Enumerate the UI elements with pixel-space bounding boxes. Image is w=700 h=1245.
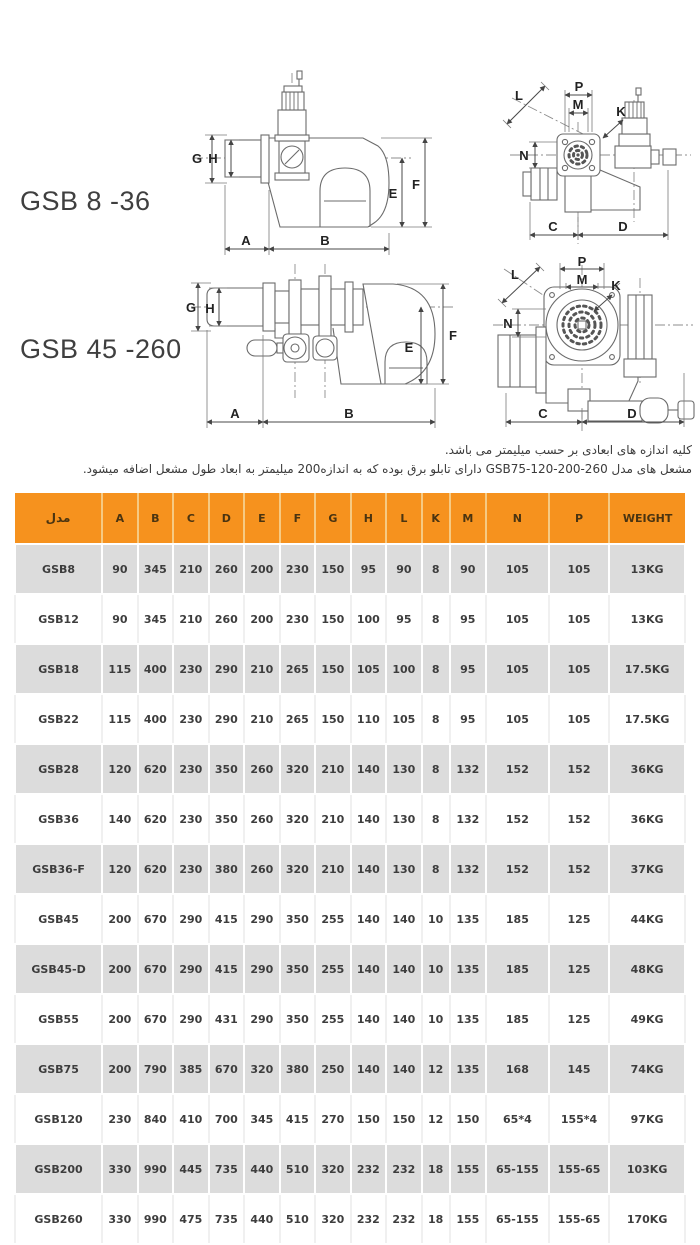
table-cell: 200 bbox=[244, 594, 280, 644]
table-cell: 230 bbox=[280, 544, 316, 594]
dim-label-f: F bbox=[449, 328, 457, 343]
table-cell: 135 bbox=[450, 944, 486, 994]
table-cell: 90 bbox=[102, 594, 138, 644]
table-cell: 320 bbox=[315, 1194, 351, 1244]
table-cell: 260 bbox=[244, 744, 280, 794]
table-cell: 290 bbox=[173, 894, 209, 944]
table-cell: 350 bbox=[280, 994, 316, 1044]
table-cell: 115 bbox=[102, 694, 138, 744]
table-cell: 18 bbox=[422, 1194, 450, 1244]
table-cell: 440 bbox=[244, 1144, 280, 1194]
table-cell: 36KG bbox=[609, 794, 685, 844]
table-cell: 320 bbox=[280, 744, 316, 794]
table-cell: 74KG bbox=[609, 1044, 685, 1094]
column-header: N bbox=[486, 493, 549, 544]
table-cell: 735 bbox=[209, 1144, 245, 1194]
table-cell: 350 bbox=[209, 744, 245, 794]
table-cell: 100 bbox=[386, 644, 422, 694]
table-cell: 140 bbox=[386, 944, 422, 994]
table-cell: 8 bbox=[422, 794, 450, 844]
table-cell: 620 bbox=[138, 794, 174, 844]
dim-label-l: L bbox=[511, 267, 519, 282]
table-cell: 345 bbox=[138, 544, 174, 594]
table-cell: 232 bbox=[386, 1194, 422, 1244]
table-cell: 95 bbox=[386, 594, 422, 644]
table-cell: 115 bbox=[102, 644, 138, 694]
table-cell: 152 bbox=[549, 744, 609, 794]
series-label-gsb45-260: GSB 45 -260 bbox=[20, 334, 182, 364]
table-cell: GSB36 bbox=[15, 794, 102, 844]
table-cell: 380 bbox=[280, 1044, 316, 1094]
column-header: WEIGHT bbox=[609, 493, 685, 544]
table-cell: 150 bbox=[450, 1094, 486, 1144]
table-cell: 17.5KG bbox=[609, 644, 685, 694]
table-cell: 320 bbox=[280, 844, 316, 894]
dim-label-g: G bbox=[185, 300, 197, 315]
table-cell: 345 bbox=[138, 594, 174, 644]
table-cell: 150 bbox=[315, 694, 351, 744]
table-cell: 95 bbox=[450, 644, 486, 694]
dim-label-d: D bbox=[627, 406, 637, 421]
dim-label-e: E bbox=[388, 186, 398, 201]
table-cell: 140 bbox=[386, 1044, 422, 1094]
table-cell: 105 bbox=[549, 644, 609, 694]
table-cell: 135 bbox=[450, 1044, 486, 1094]
table-cell: 150 bbox=[315, 594, 351, 644]
table-row bbox=[15, 644, 685, 694]
column-header: A bbox=[102, 493, 138, 544]
note-line-2: مشعل های مدل GSB75-120-200-260 دارای تابلو برق بوده که به اندازه200 میلیمتر به ابعاد طول مشعل اضافه میشود. bbox=[82, 462, 692, 476]
table-cell: 152 bbox=[486, 844, 549, 894]
table-cell: 255 bbox=[315, 894, 351, 944]
table-row bbox=[15, 594, 685, 644]
table-cell: 140 bbox=[102, 794, 138, 844]
dim-label-m: M bbox=[576, 272, 588, 287]
table-cell: 385 bbox=[173, 1044, 209, 1094]
table-cell: 8 bbox=[422, 844, 450, 894]
table-cell: 200 bbox=[102, 1044, 138, 1094]
table-row bbox=[15, 694, 685, 744]
diagram-gsb45-260-side-view bbox=[185, 258, 465, 436]
table-cell: 415 bbox=[209, 944, 245, 994]
dim-label-a: A bbox=[230, 406, 240, 421]
table-cell: 168 bbox=[486, 1044, 549, 1094]
table-cell: 140 bbox=[351, 1044, 387, 1094]
table-cell: 431 bbox=[209, 994, 245, 1044]
table-cell: 185 bbox=[486, 944, 549, 994]
table-cell: 150 bbox=[315, 644, 351, 694]
table-cell: 12 bbox=[422, 1044, 450, 1094]
table-cell: 95 bbox=[450, 594, 486, 644]
table-cell: 125 bbox=[549, 894, 609, 944]
column-header: B bbox=[138, 493, 174, 544]
column-header: E bbox=[244, 493, 280, 544]
table-cell: 140 bbox=[351, 794, 387, 844]
table-row bbox=[15, 944, 685, 994]
table-cell: GSB18 bbox=[15, 644, 102, 694]
dim-label-b: B bbox=[344, 406, 354, 421]
table-cell: 10 bbox=[422, 944, 450, 994]
table-cell: GSB120 bbox=[15, 1094, 102, 1144]
dim-label-n: N bbox=[503, 316, 513, 331]
table-cell: 155 bbox=[450, 1144, 486, 1194]
table-cell: 150 bbox=[351, 1094, 387, 1144]
table-cell: 140 bbox=[351, 744, 387, 794]
dim-label-g: G bbox=[191, 151, 203, 166]
table-cell: 152 bbox=[486, 794, 549, 844]
table-cell: 150 bbox=[315, 544, 351, 594]
table-cell: 65-155 bbox=[486, 1194, 549, 1244]
table-row bbox=[15, 1144, 685, 1194]
table-cell: GSB200 bbox=[15, 1144, 102, 1194]
table-cell: 330 bbox=[102, 1144, 138, 1194]
table-cell: 620 bbox=[138, 744, 174, 794]
table-cell: 140 bbox=[351, 894, 387, 944]
table-cell: 8 bbox=[422, 744, 450, 794]
table-cell: 65-155 bbox=[486, 1144, 549, 1194]
diagram-gsb45-260-front-view bbox=[488, 253, 700, 438]
table-cell: GSB28 bbox=[15, 744, 102, 794]
table-cell: 110 bbox=[351, 694, 387, 744]
table-cell: 250 bbox=[315, 1044, 351, 1094]
table-cell: 380 bbox=[209, 844, 245, 894]
table-cell: 90 bbox=[450, 544, 486, 594]
table-row bbox=[15, 1044, 685, 1094]
table-cell: 105 bbox=[549, 694, 609, 744]
table-cell: 49KG bbox=[609, 994, 685, 1044]
table-cell: 475 bbox=[173, 1194, 209, 1244]
table-cell: 790 bbox=[138, 1044, 174, 1094]
table-cell: 840 bbox=[138, 1094, 174, 1144]
table-cell: 290 bbox=[244, 944, 280, 994]
table-cell: 145 bbox=[549, 1044, 609, 1094]
dim-label-h: H bbox=[205, 301, 215, 316]
table-cell: GSB45 bbox=[15, 894, 102, 944]
column-header: D bbox=[209, 493, 245, 544]
table-cell: 700 bbox=[209, 1094, 245, 1144]
table-cell: 105 bbox=[386, 694, 422, 744]
table-cell: 410 bbox=[173, 1094, 209, 1144]
table-cell: 230 bbox=[102, 1094, 138, 1144]
table-cell: 620 bbox=[138, 844, 174, 894]
table-cell: 290 bbox=[244, 994, 280, 1044]
table-cell: 210 bbox=[244, 644, 280, 694]
dim-label-p: P bbox=[577, 254, 587, 269]
table-row bbox=[15, 1194, 685, 1244]
dim-label-l: L bbox=[515, 88, 523, 103]
table-cell: 95 bbox=[351, 544, 387, 594]
table-cell: 100 bbox=[351, 594, 387, 644]
table-row bbox=[15, 894, 685, 944]
table-cell: 36KG bbox=[609, 744, 685, 794]
dimension-notes bbox=[14, 441, 692, 479]
table-cell: 130 bbox=[386, 844, 422, 894]
column-header: F bbox=[280, 493, 316, 544]
table-cell: 290 bbox=[173, 994, 209, 1044]
table-cell: 230 bbox=[173, 644, 209, 694]
table-cell: 210 bbox=[315, 744, 351, 794]
diagram-gsb8-36-side-view bbox=[185, 65, 465, 260]
table-cell: 232 bbox=[351, 1194, 387, 1244]
table-cell: 510 bbox=[280, 1194, 316, 1244]
table-cell: 105 bbox=[486, 644, 549, 694]
table-cell: 260 bbox=[209, 594, 245, 644]
table-row bbox=[15, 1094, 685, 1144]
table-cell: GSB75 bbox=[15, 1044, 102, 1094]
column-header: C bbox=[173, 493, 209, 544]
table-cell: 440 bbox=[244, 1194, 280, 1244]
table-cell: 320 bbox=[280, 794, 316, 844]
dim-label-k: K bbox=[616, 104, 626, 119]
table-cell: 152 bbox=[486, 744, 549, 794]
table-cell: 255 bbox=[315, 944, 351, 994]
dim-label-c: C bbox=[548, 219, 558, 234]
table-row bbox=[15, 544, 685, 594]
table-row bbox=[15, 844, 685, 894]
table-cell: 670 bbox=[209, 1044, 245, 1094]
table-cell: 132 bbox=[450, 744, 486, 794]
table-cell: 105 bbox=[486, 544, 549, 594]
table-cell: 155*4 bbox=[549, 1094, 609, 1144]
table-cell: 990 bbox=[138, 1194, 174, 1244]
table-cell: 152 bbox=[549, 794, 609, 844]
table-cell: 90 bbox=[102, 544, 138, 594]
table-cell: 445 bbox=[173, 1144, 209, 1194]
table-cell: 65*4 bbox=[486, 1094, 549, 1144]
table-cell: 290 bbox=[244, 894, 280, 944]
table-cell: 10 bbox=[422, 894, 450, 944]
table-cell: 320 bbox=[244, 1044, 280, 1094]
table-cell: 105 bbox=[486, 694, 549, 744]
table-row bbox=[15, 994, 685, 1044]
table-cell: 135 bbox=[450, 994, 486, 1044]
table-cell: 18 bbox=[422, 1144, 450, 1194]
table-cell: 270 bbox=[315, 1094, 351, 1144]
column-header: K bbox=[422, 493, 450, 544]
table-cell: 230 bbox=[173, 794, 209, 844]
table-cell: 232 bbox=[386, 1144, 422, 1194]
table-cell: 140 bbox=[386, 894, 422, 944]
table-cell: 140 bbox=[351, 944, 387, 994]
table-cell: 670 bbox=[138, 994, 174, 1044]
table-cell: 8 bbox=[422, 644, 450, 694]
dim-label-p: P bbox=[574, 79, 584, 94]
table-cell: 260 bbox=[209, 544, 245, 594]
dim-label-a: A bbox=[241, 233, 251, 248]
table-cell: 350 bbox=[280, 894, 316, 944]
table-cell: 105 bbox=[549, 594, 609, 644]
table-cell: 185 bbox=[486, 894, 549, 944]
table-cell: 200 bbox=[244, 544, 280, 594]
table-cell: GSB8 bbox=[15, 544, 102, 594]
table-cell: 170KG bbox=[609, 1194, 685, 1244]
table-cell: 132 bbox=[450, 794, 486, 844]
table-cell: 90 bbox=[386, 544, 422, 594]
table-cell: 155-65 bbox=[549, 1144, 609, 1194]
diagram-gsb8-36-front-view bbox=[495, 72, 700, 257]
table-cell: 210 bbox=[315, 844, 351, 894]
table-cell: 105 bbox=[486, 594, 549, 644]
table-cell: 200 bbox=[102, 894, 138, 944]
table-cell: GSB12 bbox=[15, 594, 102, 644]
table-cell: 8 bbox=[422, 594, 450, 644]
table-row bbox=[15, 744, 685, 794]
table-cell: 415 bbox=[280, 1094, 316, 1144]
table-cell: 13KG bbox=[609, 544, 685, 594]
table-cell: 415 bbox=[209, 894, 245, 944]
dim-label-k: K bbox=[611, 278, 621, 293]
table-cell: 990 bbox=[138, 1144, 174, 1194]
table-cell: 185 bbox=[486, 994, 549, 1044]
table-cell: 135 bbox=[450, 894, 486, 944]
dim-label-h: H bbox=[208, 151, 218, 166]
dim-label-f: F bbox=[412, 177, 420, 192]
table-cell: 48KG bbox=[609, 944, 685, 994]
table-cell: GSB22 bbox=[15, 694, 102, 744]
table-header-row bbox=[15, 493, 685, 544]
table-cell: 265 bbox=[280, 694, 316, 744]
table-cell: 140 bbox=[351, 994, 387, 1044]
dim-label-d: D bbox=[618, 219, 628, 234]
dim-label-e: E bbox=[404, 340, 414, 355]
column-header: L bbox=[386, 493, 422, 544]
table-cell: 210 bbox=[315, 794, 351, 844]
table-cell: 735 bbox=[209, 1194, 245, 1244]
table-row bbox=[15, 794, 685, 844]
table-cell: 8 bbox=[422, 544, 450, 594]
table-cell: 125 bbox=[549, 994, 609, 1044]
table-cell: 150 bbox=[386, 1094, 422, 1144]
table-cell: 120 bbox=[102, 744, 138, 794]
table-cell: 12 bbox=[422, 1094, 450, 1144]
table-cell: 260 bbox=[244, 844, 280, 894]
column-header: G bbox=[315, 493, 351, 544]
table-cell: 120 bbox=[102, 844, 138, 894]
table-cell: 350 bbox=[280, 944, 316, 994]
table-cell: 260 bbox=[244, 794, 280, 844]
table-cell: 37KG bbox=[609, 844, 685, 894]
column-header: M bbox=[450, 493, 486, 544]
table-cell: 95 bbox=[450, 694, 486, 744]
table-cell: 230 bbox=[173, 844, 209, 894]
table-cell: 140 bbox=[351, 844, 387, 894]
table-cell: 152 bbox=[549, 844, 609, 894]
dim-label-n: N bbox=[519, 148, 529, 163]
table-cell: 290 bbox=[209, 694, 245, 744]
table-cell: 400 bbox=[138, 694, 174, 744]
table-cell: GSB45-D bbox=[15, 944, 102, 994]
note-line-1: کلیه اندازه های ابعادی بر حسب میلیمتر می باشد. bbox=[444, 443, 692, 457]
table-cell: 230 bbox=[173, 744, 209, 794]
table-cell: 10 bbox=[422, 994, 450, 1044]
table-cell: 97KG bbox=[609, 1094, 685, 1144]
table-cell: 232 bbox=[351, 1144, 387, 1194]
table-cell: 130 bbox=[386, 794, 422, 844]
dim-label-m: M bbox=[572, 97, 584, 112]
table-cell: GSB36-F bbox=[15, 844, 102, 894]
table-cell: 105 bbox=[549, 544, 609, 594]
table-cell: 125 bbox=[549, 944, 609, 994]
dim-label-c: C bbox=[538, 406, 548, 421]
table-cell: GSB55 bbox=[15, 994, 102, 1044]
table-cell: 265 bbox=[280, 644, 316, 694]
table-cell: 230 bbox=[280, 594, 316, 644]
column-header: مدل bbox=[15, 493, 102, 544]
table-cell: 13KG bbox=[609, 594, 685, 644]
table-cell: 290 bbox=[173, 944, 209, 994]
table-cell: 230 bbox=[173, 694, 209, 744]
table-cell: 290 bbox=[209, 644, 245, 694]
table-cell: 210 bbox=[173, 544, 209, 594]
table-cell: 8 bbox=[422, 694, 450, 744]
series-label-gsb8-36: GSB 8 -36 bbox=[20, 186, 151, 216]
table-cell: 670 bbox=[138, 894, 174, 944]
table-cell: 105 bbox=[351, 644, 387, 694]
table-cell: 17.5KG bbox=[609, 694, 685, 744]
table-cell: 210 bbox=[244, 694, 280, 744]
table-cell: 320 bbox=[315, 1144, 351, 1194]
table-cell: 132 bbox=[450, 844, 486, 894]
table-cell: 200 bbox=[102, 994, 138, 1044]
table-cell: 44KG bbox=[609, 894, 685, 944]
table-cell: 400 bbox=[138, 644, 174, 694]
table-cell: GSB260 bbox=[15, 1194, 102, 1244]
table-cell: 210 bbox=[173, 594, 209, 644]
table-cell: 103KG bbox=[609, 1144, 685, 1194]
table-cell: 670 bbox=[138, 944, 174, 994]
table-cell: 345 bbox=[244, 1094, 280, 1144]
table-cell: 330 bbox=[102, 1194, 138, 1244]
column-header: H bbox=[351, 493, 387, 544]
table-cell: 350 bbox=[209, 794, 245, 844]
table-cell: 255 bbox=[315, 994, 351, 1044]
table-cell: 200 bbox=[102, 944, 138, 994]
table-cell: 510 bbox=[280, 1144, 316, 1194]
table-cell: 155 bbox=[450, 1194, 486, 1244]
table-cell: 155-65 bbox=[549, 1194, 609, 1244]
dimensions-table bbox=[14, 493, 686, 1245]
table-cell: 140 bbox=[386, 994, 422, 1044]
table-cell: 130 bbox=[386, 744, 422, 794]
dimensions-table-wrap bbox=[14, 493, 686, 1245]
column-header: P bbox=[549, 493, 609, 544]
dim-label-b: B bbox=[320, 233, 330, 248]
